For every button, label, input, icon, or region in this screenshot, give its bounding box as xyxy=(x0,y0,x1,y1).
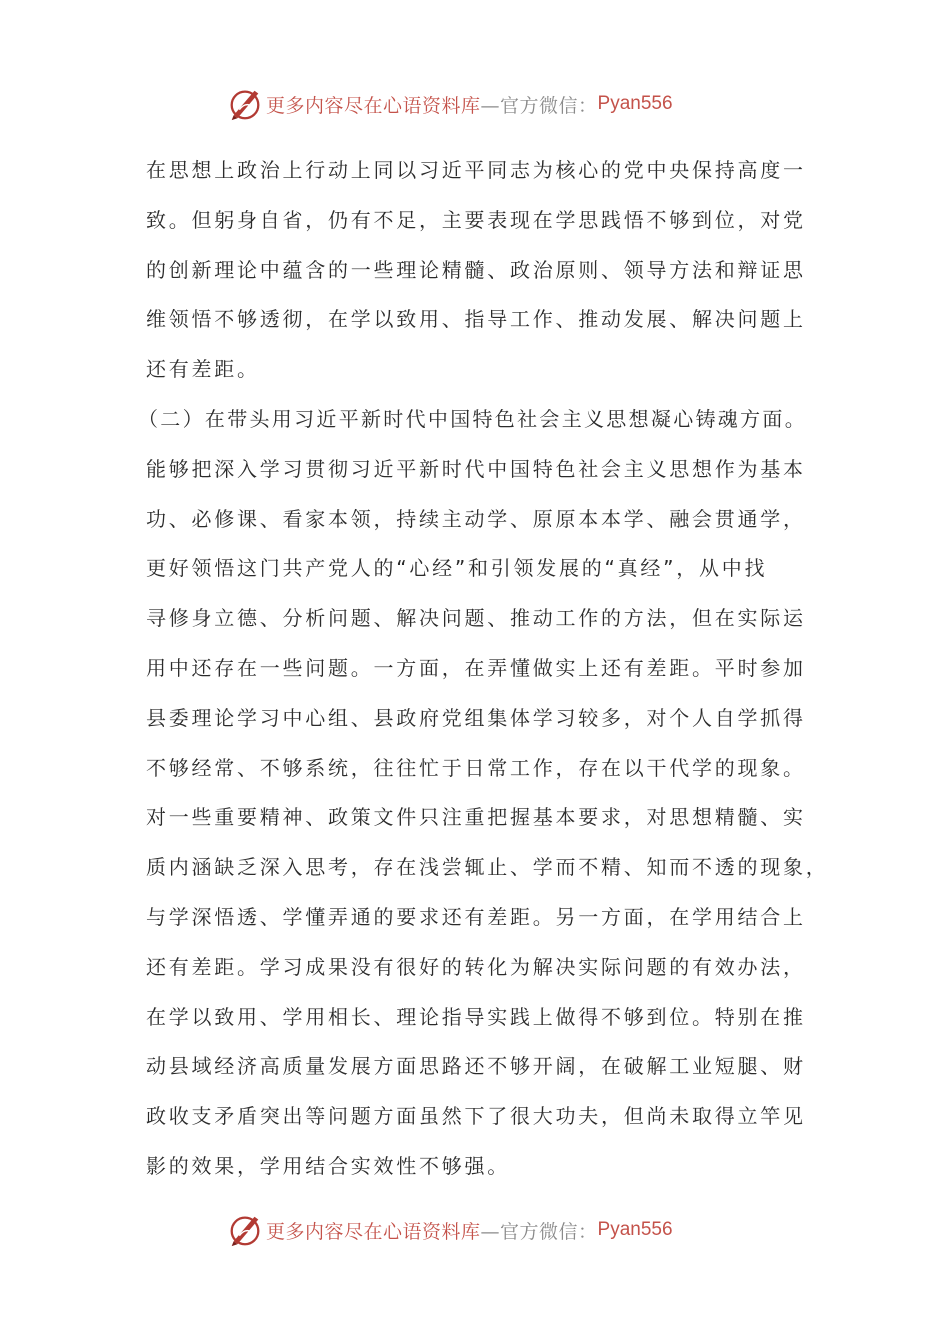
banner-title: 更多内容尽在心语资料库 xyxy=(266,94,481,117)
text-line: 在思想上政治上行动上同以习近平同志为核心的党中央保持高度一 xyxy=(146,158,806,182)
text-line: 不够经常、不够系统，往往忙于日常工作，存在以干代学的现象。 xyxy=(146,755,806,780)
text-line: 对一些重要精神、政策文件只注重把握基本要求，对思想精髓、实 xyxy=(146,805,806,830)
text-line: 还有差距。学习成果没有很好的转化为解决实际问题的有效办法， xyxy=(146,954,806,979)
text-line: 质内涵缺乏深入思考，存在浅尝辄止、学而不精、知而不透的现象， xyxy=(146,855,829,880)
section-heading: （二）在带头用习近平新时代中国特色社会主义思想凝心铸魂方面。 xyxy=(138,406,807,431)
text-line: 致。但躬身自省，仍有不足，主要表现在学思践悟不够到位，对党 xyxy=(146,207,806,232)
text-line: 还有差距。 xyxy=(146,357,260,382)
text-line: 用中还存在一些问题。一方面，在弄懂做实上还有差距。平时参加 xyxy=(146,655,806,680)
document-body xyxy=(138,146,829,1192)
text-line: 动县域经济高质量发展方面思路还不够开阔，在破解工业短腿、财 xyxy=(146,1054,806,1079)
header-banner xyxy=(226,84,673,124)
text-line: 更好领悟这门共产党人的“心经”和引领发展的“真经”，从中找 xyxy=(146,556,768,581)
text-line: 寻修身立德、分析问题、解决问题、推动工作的方法，但在实际运 xyxy=(146,606,806,631)
text-line: 能够把深入学习贯彻习近平新时代中国特色社会主义思想作为基本 xyxy=(146,456,806,481)
text-line: 维领悟不够透彻，在学以致用、指导工作、推动发展、解决问题上 xyxy=(146,307,806,332)
text-line: 政收支矛盾突出等问题方面虽然下了很大功夫，但尚未取得立竿见 xyxy=(146,1104,806,1129)
text-line: 县委理论学习中心组、县政府党组集体学习较多，对个人自学抓得 xyxy=(146,705,806,730)
text-line: 在学以致用、学用相长、理论指导实践上做得不够到位。特别在推 xyxy=(146,1004,806,1029)
text-line: 的创新理论中蕴含的一些理论精髓、政治原则、领导方法和辩证思 xyxy=(146,257,806,282)
banner-wechat-label: —官方微信： xyxy=(480,94,598,117)
banner-wechat-id: Pyan556 xyxy=(597,93,673,114)
banner-title: 更多内容尽在心语资料库 xyxy=(266,1220,481,1243)
banner-wechat-label: —官方微信： xyxy=(480,1220,598,1243)
text-line: 影的效果，学用结合实效性不够强。 xyxy=(146,1153,510,1178)
text-line: 功、必修课、看家本领，持续主动学、原原本本学、融会贯通学， xyxy=(146,506,806,531)
text-line: 与学深悟透、学懂弄通的要求还有差距。另一方面，在学用结合上 xyxy=(146,904,806,929)
banner-wechat-id: Pyan556 xyxy=(597,1219,673,1240)
footer-banner xyxy=(226,1210,673,1250)
pen-logo-icon xyxy=(226,1211,264,1249)
pen-logo-icon xyxy=(226,85,264,123)
